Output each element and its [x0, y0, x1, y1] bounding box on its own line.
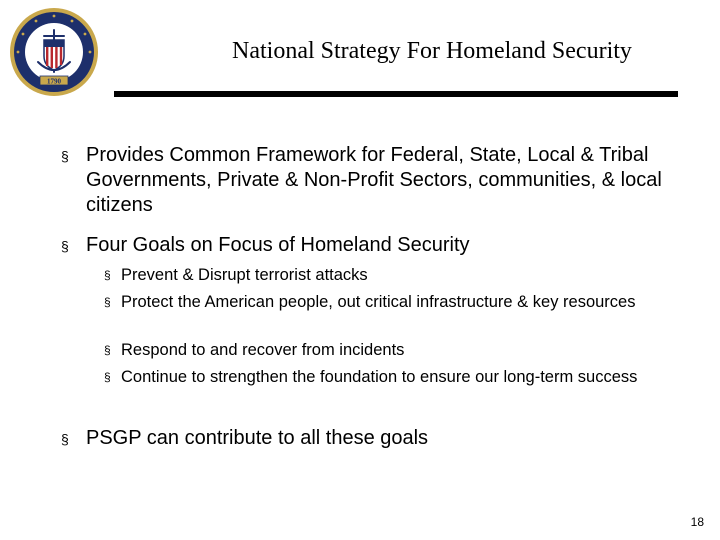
bullet-item-four-goals: Four Goals on Focus of Homeland Security — [86, 234, 470, 256]
sub-bullet-marker: § — [104, 268, 111, 282]
sub-bullet-item-respond: Respond to and recover from incidents — [121, 341, 405, 359]
title-underline-rule — [114, 91, 678, 97]
bullet-item-psgp: PSGP can contribute to all these goals — [86, 427, 429, 449]
bullet-marker: § — [61, 238, 69, 254]
sub-bullet-item-continue: Continue to strengthen the foundation to ensure our long-term success — [121, 368, 638, 386]
bullet-marker: § — [61, 148, 69, 164]
sub-bullet-item-protect: Protect the American people, out critical infrastructure & key resources — [121, 293, 636, 311]
slide-title: National Strategy For Homeland Security — [232, 38, 632, 64]
sub-bullet-marker: § — [104, 343, 111, 357]
coast-guard-seal-logo — [8, 6, 100, 98]
sub-bullet-marker: § — [104, 370, 111, 384]
sub-bullet-item-prevent: Prevent & Disrupt terrorist attacks — [121, 266, 368, 284]
bullet-marker: § — [61, 431, 69, 447]
bullet-item-framework: Provides Common Framework for Federal, State, Local & Tribal Governments, Private & Non-Profit Sectors, communities, & local citizens — [86, 144, 662, 216]
seal-year-text: 1790 — [47, 77, 61, 86]
sub-bullet-marker: § — [104, 295, 111, 309]
page-number: 18 — [690, 515, 704, 529]
